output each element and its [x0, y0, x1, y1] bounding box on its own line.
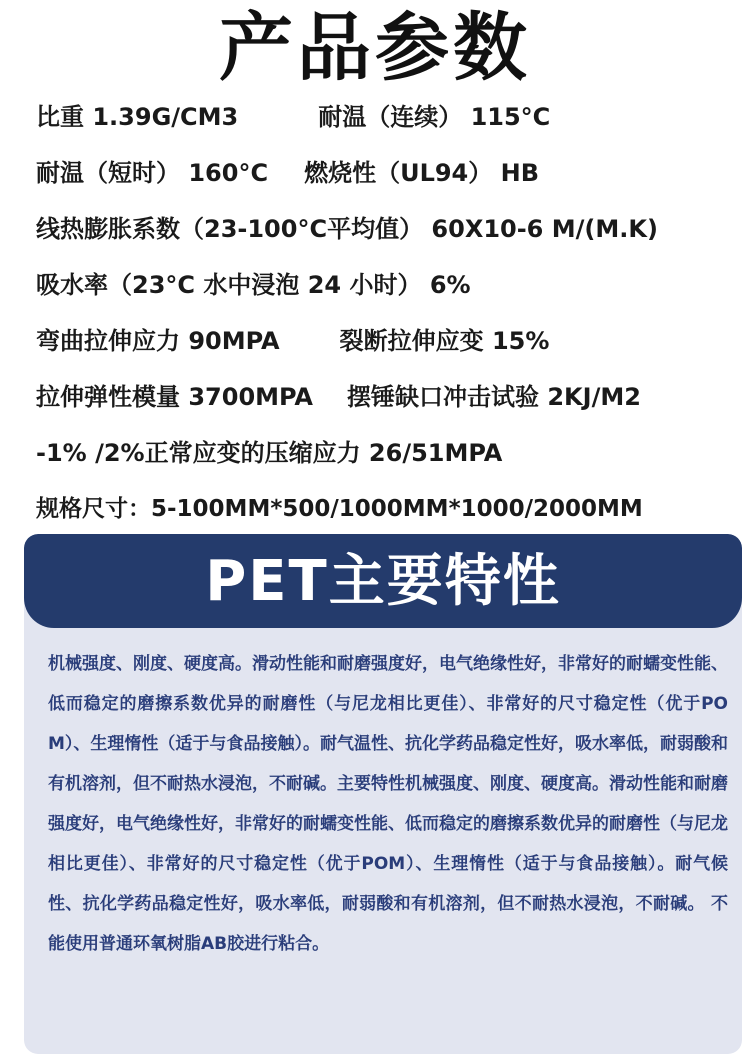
spec-water-absorption: 吸水率（23°C 水中浸泡 24 小时） 6% — [36, 271, 471, 299]
spec-compressive-stress: -1% /2%正常应变的压缩应力 26/51MPA — [36, 439, 503, 467]
spec-thermal-expansion: 线热膨胀系数（23-100°C平均值） 60X10-6 M/(M.K) — [36, 215, 658, 243]
spec-row-3 — [36, 212, 658, 246]
spec-continuous-temp: 耐温（连续） 115°C — [318, 103, 551, 131]
spec-row-1 — [36, 100, 550, 134]
features-heading: PET主要特性 — [205, 549, 561, 614]
spec-impact-test: 摆锤缺口冲击试验 2KJ/M2 — [347, 383, 641, 411]
features-panel — [24, 534, 742, 1054]
spec-row-8 — [36, 492, 643, 526]
spec-row-5 — [36, 324, 549, 358]
spec-density: 比重 1.39G/CM3 — [36, 103, 239, 131]
spec-flammability: 燃烧性（UL94） HB — [304, 159, 539, 187]
spec-row-7 — [36, 436, 502, 470]
spec-break-strain: 裂断拉伸应变 15% — [339, 327, 550, 355]
features-banner — [24, 534, 742, 628]
page-title: 产品参数 — [219, 5, 531, 91]
spec-short-temp: 耐温（短时） 160°C — [36, 159, 269, 187]
spec-row-2 — [36, 156, 539, 190]
spec-dimensions: 规格尺寸：5-100MM*500/1000MM*1000/2000MM — [36, 496, 643, 522]
spec-row-4 — [36, 268, 471, 302]
spec-tensile-modulus: 拉伸弹性模量 3700MPA — [36, 383, 313, 411]
features-description: 机械强度、刚度、硬度高。滑动性能和耐磨强度好，电气绝缘性好，非常好的耐蠕变性能、低而稳定的磨擦系数优异的耐磨性（与尼龙相比更佳）、非常好的尺寸稳定性（优于POM）、生理惰性（适于与食品接触）。耐气温性、抗化学药品稳定性好，吸水率低，耐弱酸和有机溶剂，但不耐热水浸泡，不耐碱。主要特性机械强度、刚度、硬度高。滑动性能和耐磨强度好，电气绝缘性好，非常好的耐蠕变性能、低而稳定的磨擦系数优异的耐磨性（与尼龙相比更佳）、非常好的尺寸稳定性（优于POM）、生理惰性（适于与食品接触）。耐气候性、抗化学药品稳定性好，吸水率低，耐弱酸和有机溶剂，但不耐热水浸泡，不耐碱。 不能使用普通环氧树脂AB胶进行粘合。 — [48, 654, 728, 954]
spec-row-6 — [36, 380, 641, 414]
spec-flexural-stress: 弯曲拉伸应力 90MPA — [36, 327, 280, 355]
